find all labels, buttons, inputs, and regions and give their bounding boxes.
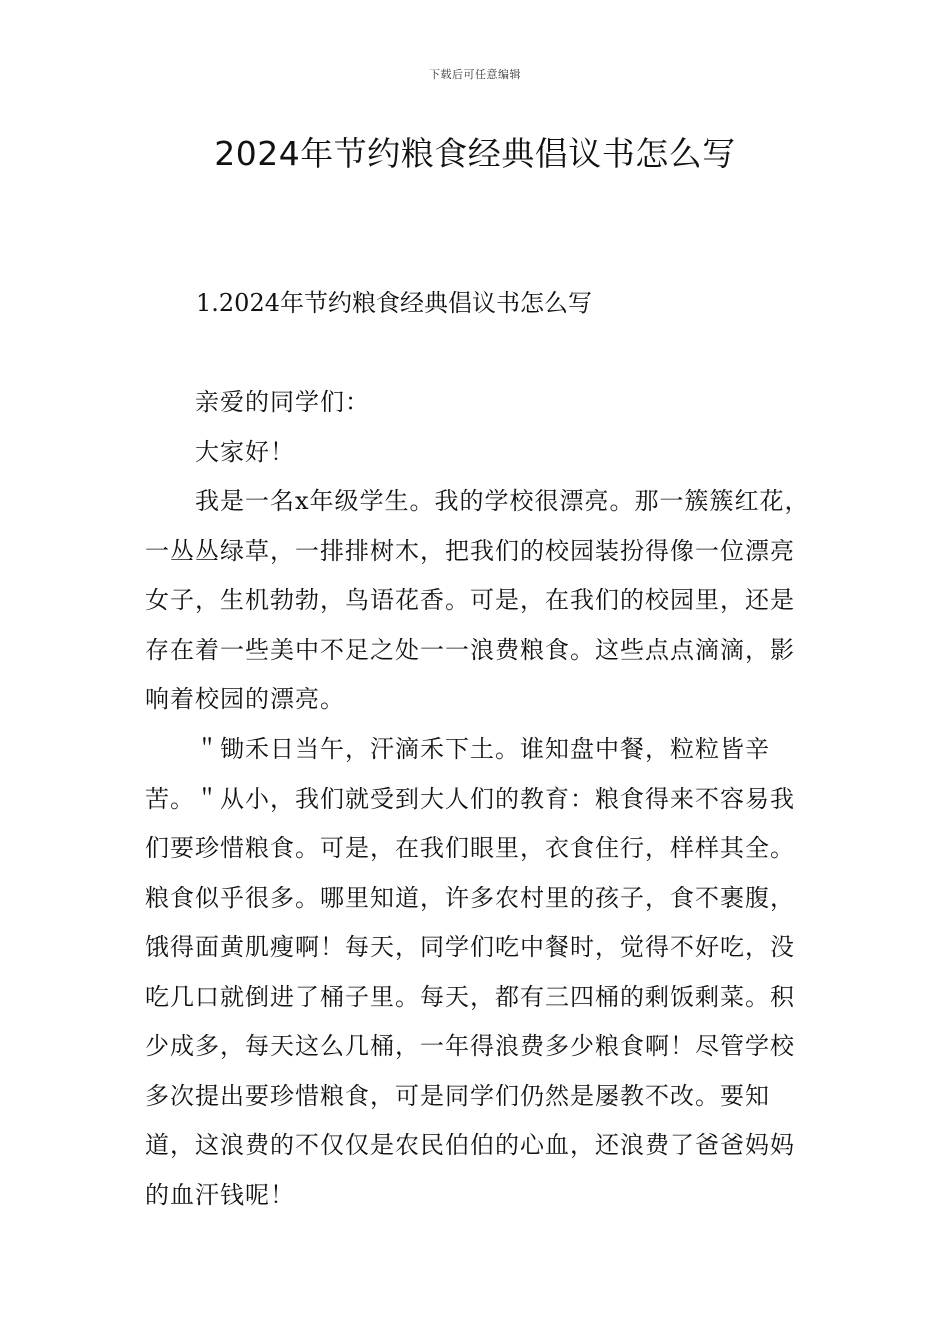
- paragraph-2: [145, 725, 810, 1220]
- salutation-text: 亲爱的同学们：: [195, 388, 370, 416]
- section-heading: 1.2024年节约粮食经典倡议书怎么写: [196, 289, 592, 317]
- greeting-text: 大家好！: [195, 438, 295, 466]
- paragraph-text: ＂锄禾日当午，汗滴禾下土。谁知盘中餐，粒粒皆辛苦。＂从小，我们就受到大人们的教育：粮食得来不容易我们要珍惜粮食。可是，在我们眼里，衣食住行，样样其全。粮食似乎很多。哪里知道，许多农村里的孩子，食不裹腹，饿得面黄肌瘦啊！每天，同学们吃中餐时，觉得不好吃，没吃几口就倒进了桶子里。每天，都有三四桶的剩饭剩菜。积少成多，每天这么几桶，一年得浪费多少粮食啊！尽管学校多次提出要珍惜粮食，可是同学们仍然是屡教不改。要知道，这浪费的不仅仅是农民伯伯的心血，还浪费了爸爸妈妈的血汗钱呢！: [145, 735, 795, 1209]
- greeting: [145, 428, 810, 478]
- paragraph-1: [145, 477, 810, 725]
- paragraph-text: 我是一名x年级学生。我的学校很漂亮。那一簇簇红花，一丛丛绿草，一排排树木，把我们的校园装扮得像一位漂亮女子，生机勃勃，鸟语花香。可是，在我们的校园里，还是存在着一些美中不足之处一一浪费粮食。这些点点滴滴，影响着校园的漂亮。: [145, 487, 810, 713]
- header-note: 下载后可任意编辑: [429, 68, 521, 81]
- document-title: 2024年节约粮食经典倡议书怎么写: [214, 134, 736, 173]
- salutation: [145, 378, 810, 428]
